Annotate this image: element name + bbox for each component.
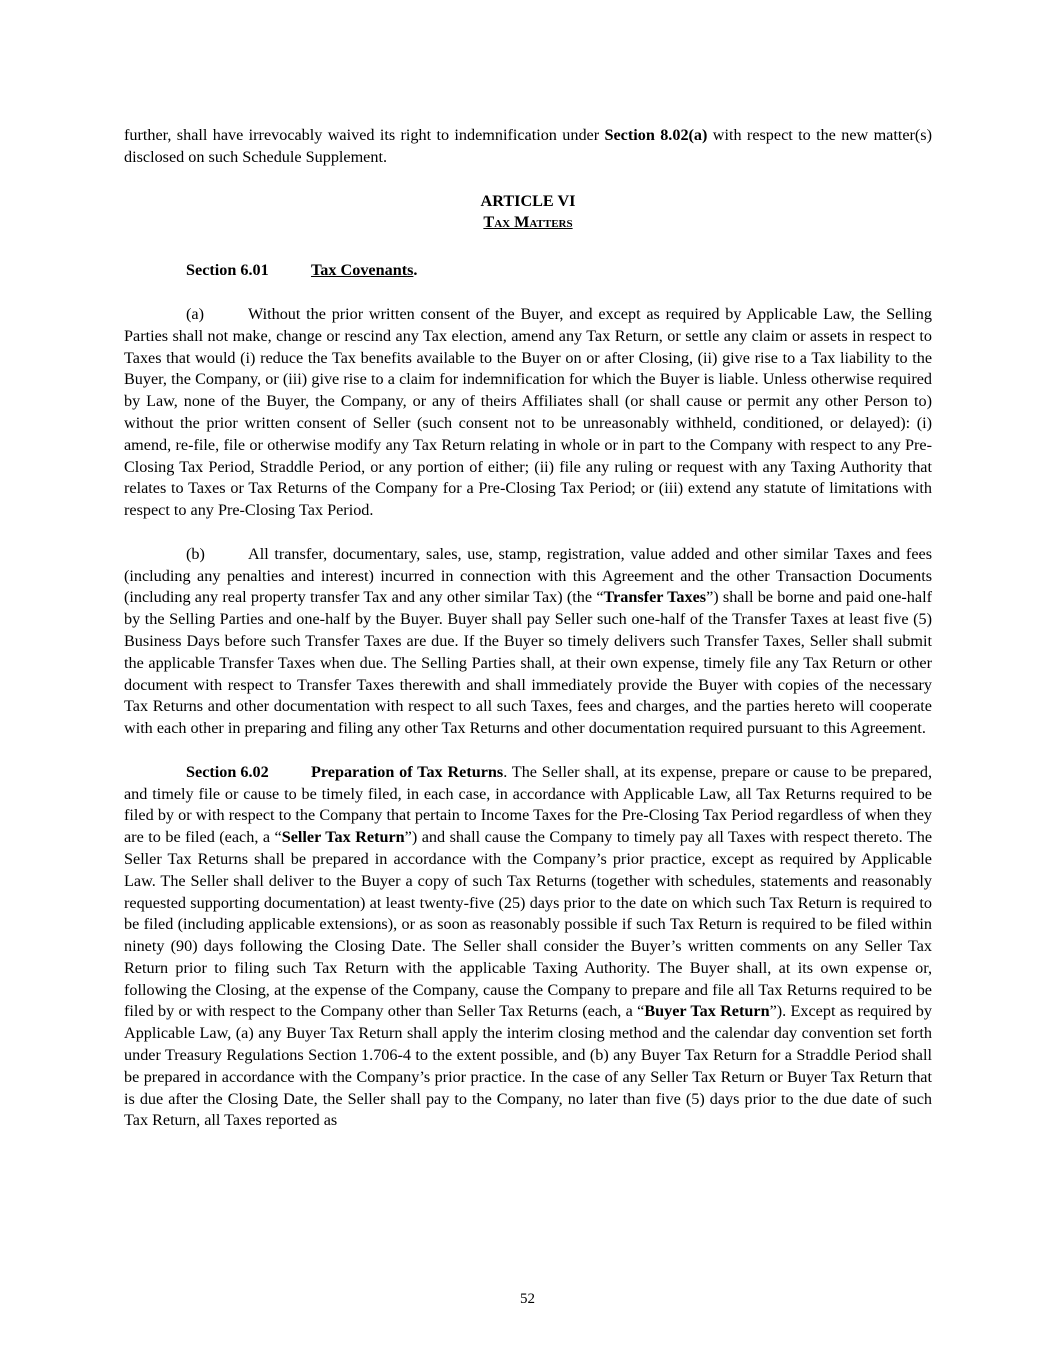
section-title: Preparation of Tax Returns: [311, 762, 504, 781]
document-body: [124, 125, 932, 1132]
article-subtitle-line: [124, 212, 932, 234]
section-6-02-paragraph: Section 6.02 Preparation of Tax Returns. The Seller shall, at its expense, prepare or cause to be prepared, and timely file or cause to be timely filed, in each case, in accordance with Applicable Law, all Tax Returns required to be filed by or with respect to the Company that pertain to Income Taxes for the Pre-Closing Tax Period regardless of when they are to be filed (each, a “Seller Tax Return”) and shall cause the Company to timely pay all Taxes with respect thereto. The Seller Tax Returns shall be prepared in accordance with the Company’s prior practice, except as required by Applicable Law. The Seller shall deliver to the Buyer a copy of such Tax Returns (together with schedules, statements and reasonably requested supporting documentation) at least twenty-five (25) days prior to the date on which such Tax Return is required to be filed (including applicable extensions), or as soon as reasonably possible if such Tax Return is required to be filed within ninety (90) days following the Closing Date. The Seller shall consider the Buyer’s written comments on any Seller Tax Return prior to filing such Tax Return with the applicable Taxing Authority. The Buyer shall, at its own expense or, following the Closing, at the expense of the Company, cause the Company to prepare and file all Tax Returns required to be filed by or with respect to the Company other than Seller Tax Returns (each, a “Buyer Tax Return”). Except as required by Applicable Law, (a) any Buyer Tax Return shall apply the interim closing method and the calendar day convention set forth under Treasury Regulations Section 1.706-4 to the extent possible, and (b) any Buyer Tax Return for a Straddle Period shall be prepared in accordance with the Company’s prior practice. In the case of any Seller Tax Return or Buyer Tax Return that is due after the Closing Date, the Seller shall pay to the Company, no later than five (5) days prior to the due date of such Tax Return, all Taxes reported as: [124, 762, 933, 1130]
defined-term: Transfer Taxes: [603, 588, 707, 607]
paragraph-b: (b) All transfer, documentary, sales, use, stamp, registration, value added and other similar Taxes and fees (including any penalties and interest) incurred in connection with this Agreement and the other Transaction Documents (including any real property transfer Tax and any other similar Tax) (the “Transfer Taxes”) shall be borne and paid one-half by the Selling Parties and one-half by the Buyer. Buyer shall pay Seller such one-half of the Transfer Taxes at least five (5) Business Days before such Transfer Taxes are due. If the Buyer so timely delivers such Transfer Taxes, Seller shall submit the applicable Transfer Taxes when due. The Selling Parties shall, at their own expense, timely file any Tax Return or other document with respect to Transfer Taxes therewith and shall immediately provide the Buyer with copies of the necessary Tax Returns and other documentation with respect to all such Taxes, fees and charges, and the parties hereto will cooperate with each other in preparing and filing any other Tax Returns and other documentation required pursuant to this Agreement.: [124, 544, 932, 738]
paragraph-a: [124, 304, 932, 522]
paragraph-label: (b): [186, 544, 205, 563]
paragraph-label: (a): [186, 304, 204, 323]
section-number: Section 6.01: [186, 261, 269, 280]
defined-term: Seller Tax Return: [281, 828, 405, 847]
defined-term: Buyer Tax Return: [644, 1002, 770, 1021]
section-6-01-heading: Section 6.01 Tax Covenants.: [124, 260, 932, 282]
section-reference: Section 8.02(a): [604, 126, 708, 144]
section-number: Section 6.02: [186, 762, 269, 781]
carryover-paragraph: further, shall have irrevocably waived its right to indemnification under Section 8.02(a) with respect to the new matter(s) disclosed on such Schedule Supplement.: [124, 126, 932, 166]
article-subtitle: Tax Matters: [483, 213, 573, 232]
page-number: 52: [520, 1291, 535, 1307]
section-title: Tax Covenants: [311, 261, 414, 280]
paragraph-text: Without the prior written consent of the Buyer, and except as required by Applicable Law, the Selling Parties shall not make, change or rescind any Tax election, amend any Tax Return, or settle any claim or assets in respect to Taxes that would (i) reduce the Tax benefits available to the Buyer on or after Closing, (ii) give rise to a Tax liability to the Buyer, the Company, or (iii) give rise to a claim for indemnification for which the Buyer is liable. Unless otherwise required by Law, none of the Buyer, the Company, or any of theirs Affiliates shall (or shall cause or permit any other Person to) without the prior written consent of Seller (such consent not to be unreasonably withheld, conditioned, or delayed): (i) amend, re-file, file or otherwise modify any Tax Return relating in whole or in part to the Company with respect to any Pre-Closing Tax Period, Straddle Period, or any portion of either; (ii) file any ruling or request with any Taxing Authority that relates to Taxes or Tax Returns of the Company for a Pre-Closing Tax Period; or (iii) extend any statute of limitations with respect to any Pre-Closing Tax Period.: [124, 304, 932, 520]
article-title: ARTICLE VI: [480, 191, 576, 210]
